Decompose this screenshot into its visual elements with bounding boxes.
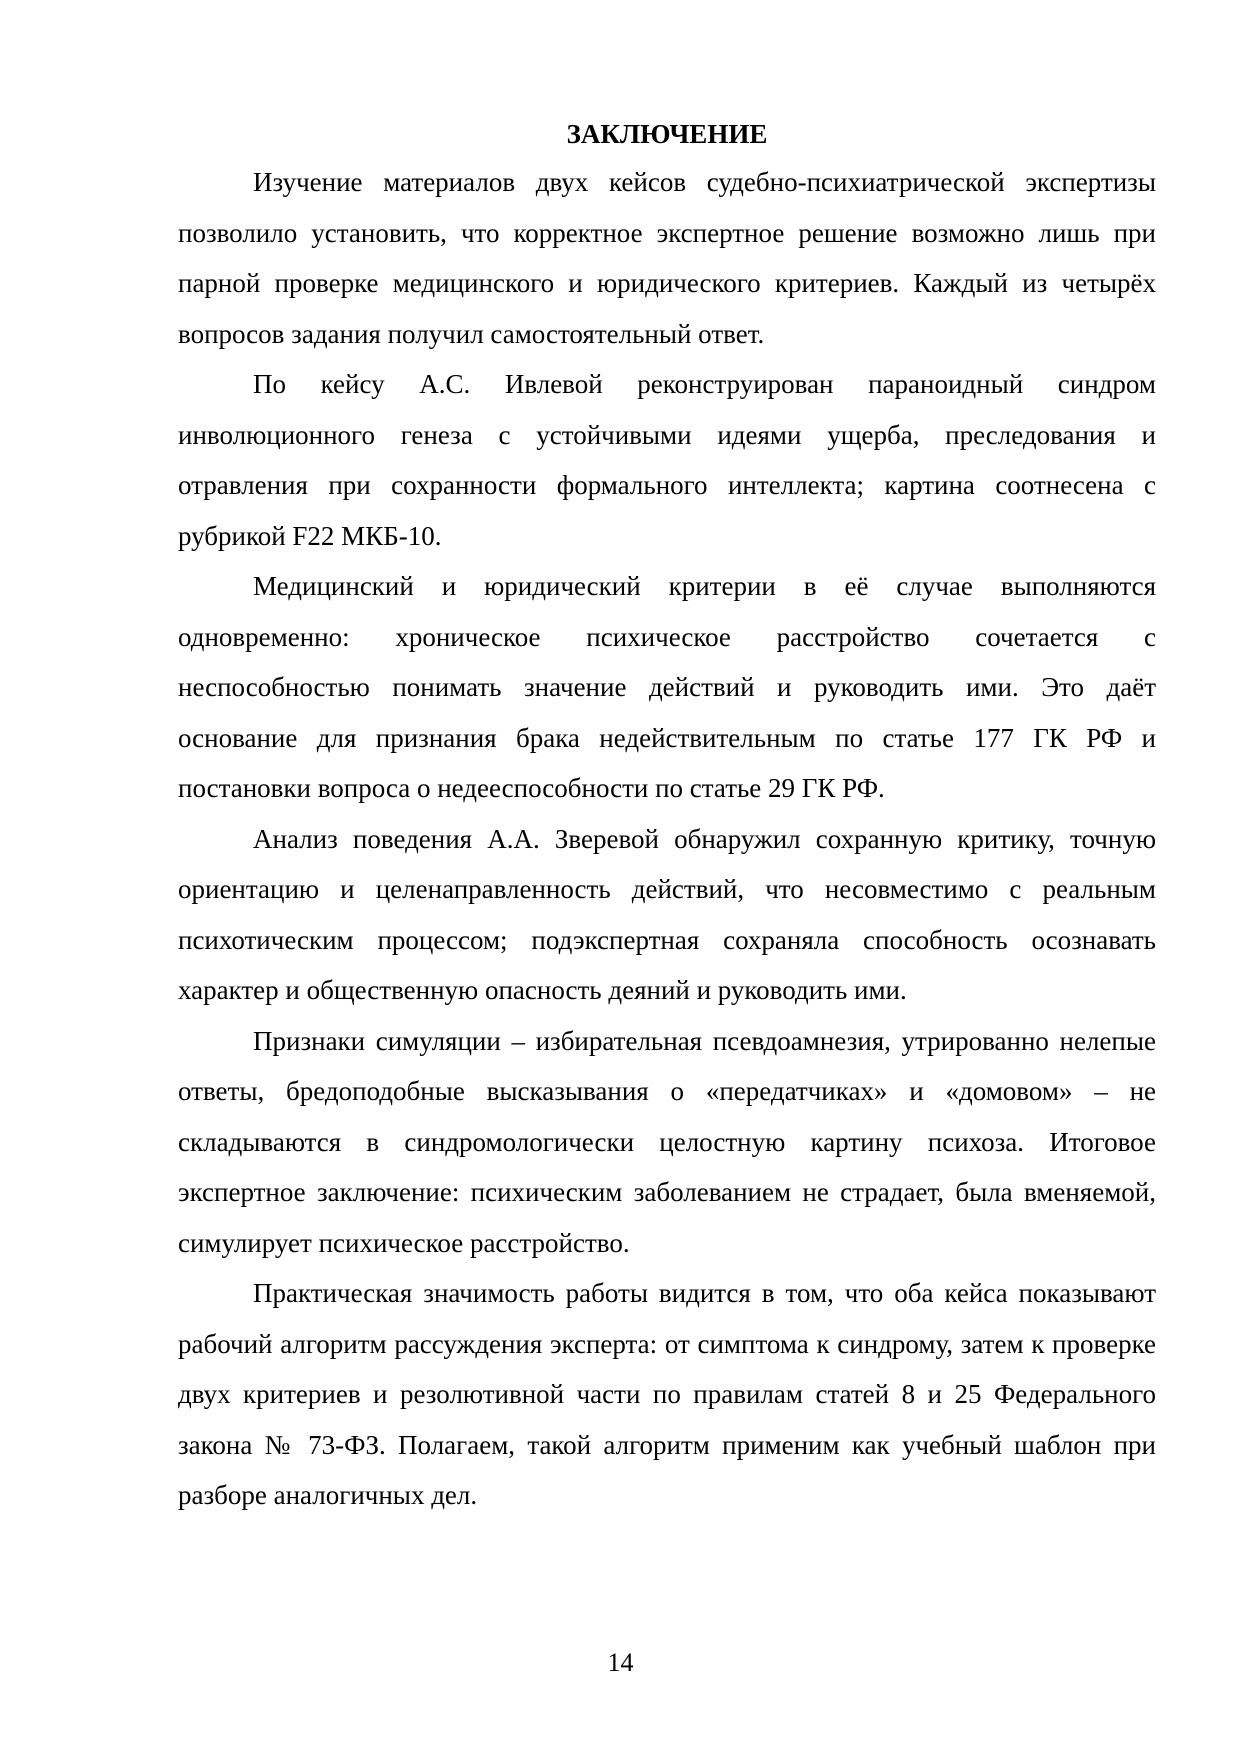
page-number: 14 <box>607 1648 634 1677</box>
paragraph-criteria: Медицинский и юридический критерии в её случае выполняются одновременно: хроническое психическое расстройство сочетается с неспособностью понимать значение действий и руководить ими. Это даёт основание для признания брака недействительным по статье 177 ГК РФ и постановки вопроса о недееспособности по статье 29 ГК РФ. <box>178 571 1156 803</box>
page-title: ЗАКЛЮЧЕНИЕ <box>566 119 768 149</box>
paragraph-simulation: Признаки симуляции – избирательная псевдоамнезия, утрированно нелепые ответы, бредоподобные высказывания о «передатчиках» и «домовом» – не складываются в синдромологически целостную картину психоза. Итоговое экспертное заключение: психическим заболеванием не страдает, была вменяемой, симулирует психическое расстройство. <box>178 1025 1156 1258</box>
paragraph-practical-value: Практическая значимость работы видится в том, что оба кейса показывают рабочий алгоритм рассуждения эксперта: от симптома к синдрому, затем к проверке двух критериев и резолютивной части по правилам статей 8 и 25 Федерального закона № 73-ФЗ. Полагаем, такой алгоритм применим как учебный шаблон при разборе аналогичных дел. <box>178 1278 1156 1510</box>
paragraph-intro: Изучение материалов двух кейсов судебно-психиатрической экспертизы позволило установить, что корректное экспертное решение возможно лишь при парной проверке медицинского и юридического критериев. Каждый из четырёх вопросов задания получил самостоятельный ответ. <box>178 167 1156 349</box>
paragraph-zvereva-case: Анализ поведения А.А. Зверевой обнаружил сохранную критику, точную ориентацию и целенаправленность действий, что несовместимо с реальным психотическим процессом; подэкспертная сохраняла способность осознавать характер и общественную опасность деяний и руководить ими. <box>178 823 1156 1005</box>
page-body <box>178 112 1156 1521</box>
paragraph-ivleva-case: По кейсу А.С. Ивлевой реконструирован параноидный синдром инволюционного генеза с устойчивыми идеями ущерба, преследования и отравления при сохранности формального интеллекта; картина соотнесена с рубрикой F22 МКБ-10. <box>178 369 1156 551</box>
